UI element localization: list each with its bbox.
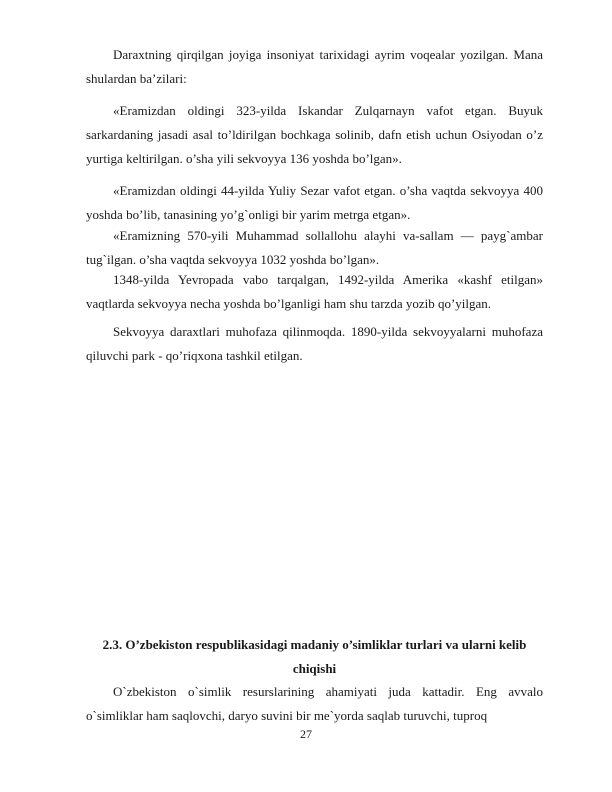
page-number: 27	[300, 727, 312, 741]
paragraph-muhammad: «Eramizning 570-yili Muhammad sollallohu alayhi va-sallam — payg`ambar tug`ilgan. o’sha vaqtda sekvoyya 1032 yoshda bo’lgan».	[86, 228, 543, 267]
paragraph-iskandar: «Eramizdan oldingi 323-yilda Iskandar Zulqarnayn vafot etgan. Buyuk sarkardaning jasadi asal to’ldirilgan bochkaga solinib, dafn etish uchun Osiyodan o’z yurtiga keltirilgan. o’sha yili sekvoyya 136 yoshda bo’lgan».	[86, 103, 543, 166]
paragraph-sezar: «Eramizdan oldingi 44-yilda Yuliy Sezar vafot etgan. o’sha vaqtda sekvoyya 400 yoshda bo’lib, tanasining yo’g`onligi bir yarim metrga etgan».	[86, 183, 543, 222]
paragraph-muhofaza: Sekvoyya daraxtlari muhofaza qilinmoqda. 1890-yilda sekvoyyalarni muhofaza qiluvchi park - qo’riqxona tashkil etilgan.	[86, 324, 543, 363]
paragraph-intro: Daraxtning qirqilgan joyiga insoniyat tarixidagi ayrim voqealar yozilgan. Mana shulardan ba’zilari:	[86, 47, 543, 86]
paragraph-yevropa: 1348-yilda Yevropada vabo tarqalgan, 1492-yilda Amerika «kashf etilgan» vaqtlarda sekvoyya necha yoshda bo’lganligi ham shu tarzda yozib qo’yilgan.	[86, 272, 543, 311]
section-heading: 2.3. O’zbekiston respublikasidagi madaniy o’simliklar turlari va ularni kelib chiqishi	[102, 637, 527, 676]
section-paragraph: O`zbekiston o`simlik resurslarining ahamiyati juda kattadir. Eng avvalo o`simliklar ham saqlovchi, daryo suvini bir me`yorda saqlab turuvchi, tuproq	[86, 684, 543, 723]
